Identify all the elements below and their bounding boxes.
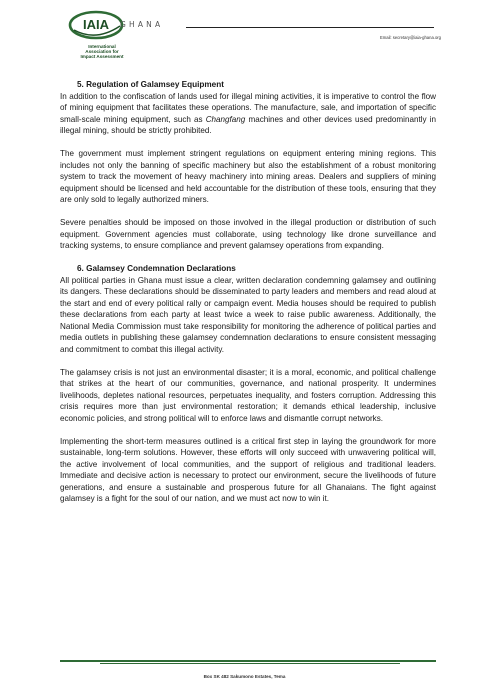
org-name-line: Impact Assessment [80, 54, 124, 60]
italic-term: Changfang [205, 114, 246, 124]
footer-line [100, 663, 400, 664]
iaia-logo [66, 8, 186, 68]
org-name [72, 44, 132, 60]
paragraph: All political parties in Ghana must issue a clear, written declaration condemning galamsey and outlining its dangers. These declarations should be disseminated to party leaders and members and read aloud at the start and end of every political rally or campaign event. Media houses should be required to publish these declarations from each party at least twice a week to raise public awareness. Additionally, the National Media Commission must take responsibility for monitoring the adherence of political parties and media outlets in publishing these galamsey condemnation declarations to ensure consistent messaging and commitment to combat this illegal activity. [60, 275, 436, 354]
paragraph: The government must implement stringent regulations on equipment entering mining regions. This includes not only the banning of specific machinery but also the establishment of a robust monitoring system to track the movement of heavy machinery into mining areas. Dealers and suppliers of mining equipment should be licensed and held accountable for the distribution of these tools, ensuring that they are only sold to legally authorized miners. [60, 149, 436, 204]
footer-divider [60, 660, 436, 666]
country-label: GHANA [120, 20, 164, 29]
section-heading: 5. Regulation of Galamsey Equipment [77, 80, 224, 89]
footer-line [60, 660, 436, 662]
paragraph [60, 91, 436, 137]
paragraph: The galamsey crisis is not just an environmental disaster; it is a moral, economic, and political challenge that strikes at the heart of our communities, governance, and national prosperity. It undermines livelihoods, depletes national resources, perpetuates inequality, and fosters corruption. Addressing this crisis requires more than just environmental restoration; it demands ethical leadership, inclusive economic policies, and strong political will to enforce laws and dismantle corrupt networks. [60, 367, 436, 423]
logo-text: IAIA [83, 17, 109, 32]
paragraph-text: In addition to the confiscation of lands used for illegal mining activities, it is imperative to control the flow of mining equipment that facilitates these operations. The manufacture, sale, and importation of specific small-scale mining equipment, such as [60, 91, 436, 124]
document-body [60, 79, 436, 505]
org-name-line: International [88, 44, 116, 49]
paragraph: Severe penalties should be imposed on those involved in the illegal production or distribution of such equipment. Government agencies must collaborate, using technology like drone surveillance and tracking systems, to ensure compliance and prevent galamsey operations from expanding. [60, 218, 436, 250]
org-name-line: Association for [85, 49, 119, 55]
footer-address: Box SK 482 Sakumono Estates, Tema [203, 674, 286, 679]
paragraph: Implementing the short-term measures outlined is a critical first step in laying the groundwork for more sustainable, long-term solutions. However, these efforts will only succeed with unwavering political will, the active involvement of local communities, and the support of religious and traditional leaders. Immediate and decisive action is necessary to protect our environment, secure the livelihoods of future generations, and ensure a sustainable and prosperous future for all Ghanaians. The fight against galamsey is a fight for the soul of our nation, and we must act now to win it. [60, 436, 436, 503]
email-text: Email: secretary@iaia-ghana.org [379, 35, 441, 40]
section-heading: 6. Galamsey Condemnation Declarations [77, 264, 236, 273]
iaia-logo-icon [66, 8, 126, 48]
paragraph-text: machines and other devices used predominantly in illegal mining, should be strictly prohibited. [60, 114, 436, 135]
letterhead [0, 0, 489, 70]
header-divider [186, 27, 434, 28]
